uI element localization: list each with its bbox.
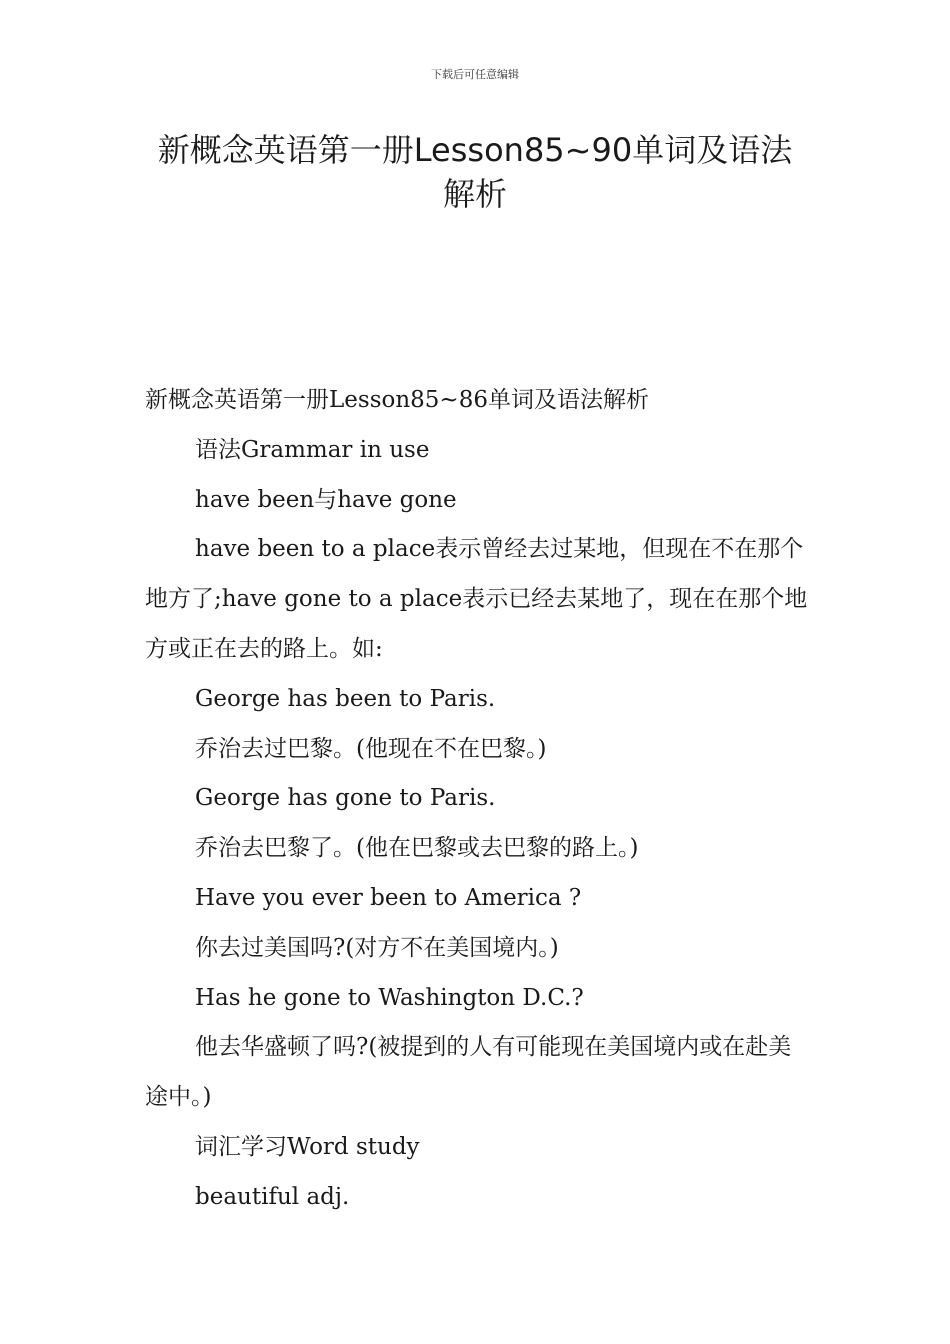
grammar-topic: have been与have gone bbox=[195, 486, 457, 513]
grammar-heading: 语法Grammar in use bbox=[195, 436, 430, 463]
example-translation: 乔治去巴黎了。(他在巴黎或去巴黎的路上。) bbox=[195, 835, 639, 862]
explanation-paragraph: have been to a place表示曾经去过某地，但现在不在那个地方了;have gone to a place表示已经去某地了，现在在那个地方或正在去的路上。如: bbox=[145, 536, 808, 662]
example-sentence: George has gone to Paris. bbox=[195, 785, 496, 812]
example-translation: 他去华盛顿了吗?(被提到的人有可能现在美国境内或在赴美途中。) bbox=[145, 1034, 792, 1111]
example-translation: 乔治去过巴黎。(他现在不在巴黎。) bbox=[195, 735, 547, 762]
example-sentence: George has been to Paris. bbox=[195, 685, 496, 712]
example-sentence: Has he gone to Washington D.C.? bbox=[195, 984, 584, 1011]
vocabulary-entry: beautiful adj. bbox=[195, 1183, 350, 1210]
header-note: 下载后可任意编辑 bbox=[431, 68, 519, 81]
document-title: 新概念英语第一册Lesson85~90单词及语法解析 bbox=[157, 131, 793, 213]
document-body bbox=[145, 376, 810, 1223]
example-sentence: Have you ever been to America ? bbox=[195, 884, 582, 911]
example-translation: 你去过美国吗?(对方不在美国境内。) bbox=[195, 934, 559, 961]
section-heading: 新概念英语第一册Lesson85~86单词及语法解析 bbox=[145, 387, 649, 413]
word-study-heading: 词汇学习Word study bbox=[195, 1133, 420, 1160]
